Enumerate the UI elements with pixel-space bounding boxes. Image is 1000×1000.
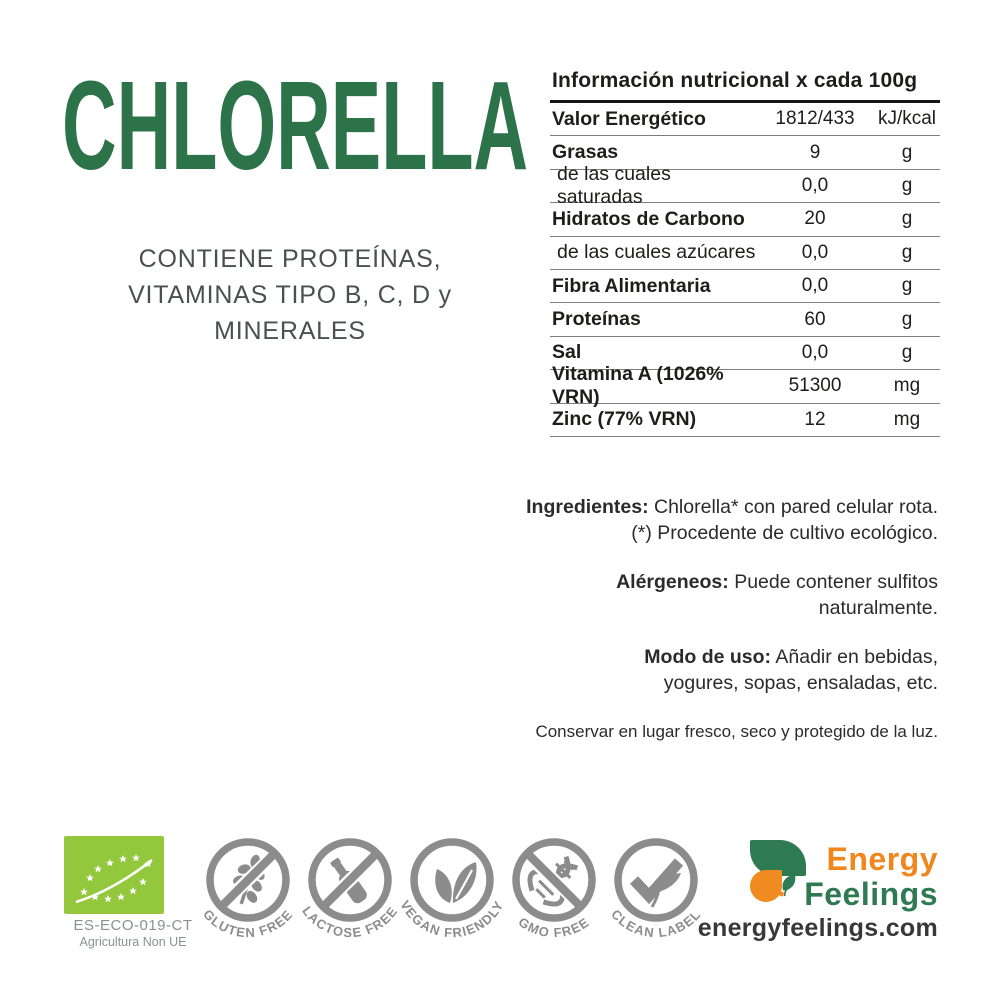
brand-website: energyfeelings.com [697, 914, 938, 942]
row-label: Grasas [552, 141, 619, 164]
row-label: Sal [552, 341, 582, 364]
certification-badges [188, 833, 716, 958]
usage-label: Modo de uso: [644, 646, 772, 668]
eu-organic-origin: Agricultura Non UE [79, 935, 187, 949]
row-value: 0,0 [801, 275, 829, 297]
row-unit: g [901, 141, 913, 163]
row-value: 9 [809, 141, 821, 163]
nutrition-table-header: Información nutricional x cada 100g [550, 64, 940, 103]
ingredients-text: Chlorella* con pared celular rota. [654, 496, 938, 518]
row-label: Vitamina A (1026% VRN) [552, 363, 724, 409]
row-unit: g [901, 208, 913, 230]
eu-organic-leaf-logo [64, 836, 164, 914]
row-unit: mg [893, 408, 921, 430]
nutrition-row-saturated [550, 162, 940, 208]
row-value: 0,0 [801, 174, 829, 196]
row-unit: mg [893, 375, 921, 397]
nutrition-row-energy [550, 103, 940, 136]
row-label: de las cuales saturadas [557, 162, 671, 208]
ingredients-text: (*) Procedente de cultivo ecológico. [631, 522, 938, 544]
nutrition-row-zinc [550, 404, 940, 437]
subtitle-line: VITAMINAS TIPO B, C, D y [128, 281, 452, 309]
info-block [518, 494, 938, 745]
svg-text:GLUTEN FREE: GLUTEN FREE [200, 906, 296, 941]
row-value: 0,0 [801, 341, 829, 363]
allergens-text: naturalmente. [818, 597, 938, 619]
row-value: 20 [804, 208, 826, 230]
subtitle-line: CONTIENE PROTEÍNAS, [138, 245, 442, 273]
brand-logo [748, 840, 810, 906]
row-unit: g [901, 241, 913, 263]
allergens-label: Alérgeneos: [616, 571, 729, 593]
nutrition-row-sugars [550, 237, 940, 270]
row-unit: g [901, 275, 913, 297]
storage-note: Conservar en lugar fresco, seco y protegido de la luz. [535, 722, 938, 741]
brand-name-energy: Energy [826, 841, 938, 877]
eu-organic-stars [64, 836, 164, 914]
product-subtitle [58, 241, 522, 349]
leaves-icon [435, 862, 476, 903]
nutrition-row-vitamin-a [550, 363, 940, 409]
eu-organic-code: ES-ECO-019-CT [73, 917, 193, 934]
brand-name-feelings: Feelings [804, 876, 938, 912]
row-unit: g [901, 308, 913, 330]
svg-text:VEGAN FRIENDLY: VEGAN FRIENDLY [397, 897, 507, 941]
nutrition-table [550, 64, 940, 437]
brand-logo-small-leaf-icon [778, 872, 800, 898]
row-value: 12 [804, 408, 826, 430]
ingredients-label: Ingredientes: [526, 496, 649, 518]
row-label: Fibra Alimentaria [552, 274, 711, 297]
row-label: Proteínas [552, 308, 641, 331]
svg-text:GMO FREE: GMO FREE [515, 914, 593, 941]
row-value: 51300 [788, 375, 842, 397]
ingredients-paragraph [518, 494, 938, 546]
row-unit: g [901, 341, 913, 363]
row-value: 0,0 [801, 241, 829, 263]
usage-paragraph [518, 644, 938, 696]
product-title: CHLORELLA [62, 55, 529, 196]
row-value: 1812/433 [775, 108, 855, 130]
usage-text: yogures, sopas, ensaladas, etc. [663, 672, 938, 694]
subtitle-line: MINERALES [214, 317, 366, 345]
nutrition-row-carbs [550, 203, 940, 236]
row-unit: kJ/kcal [877, 108, 937, 130]
checkmark-leaf-icon [634, 862, 681, 907]
row-label: Hidratos de Carbono [552, 207, 745, 230]
svg-text:CLEAN LABEL: CLEAN LABEL [608, 906, 704, 941]
svg-text:LACTOSE FREE: LACTOSE FREE [299, 903, 401, 941]
row-value: 60 [804, 308, 826, 330]
allergens-paragraph [518, 569, 938, 621]
row-label: Valor Energético [552, 107, 706, 130]
nutrition-row-fiber [550, 270, 940, 303]
row-unit: g [901, 174, 913, 196]
row-label: Zinc (77% VRN) [552, 408, 697, 431]
nutrition-row-protein [550, 303, 940, 336]
allergens-text: Puede contener sulfitos [734, 571, 938, 593]
usage-text: Añadir en bebidas, [775, 646, 938, 668]
row-label: de las cuales azúcares [557, 241, 756, 264]
